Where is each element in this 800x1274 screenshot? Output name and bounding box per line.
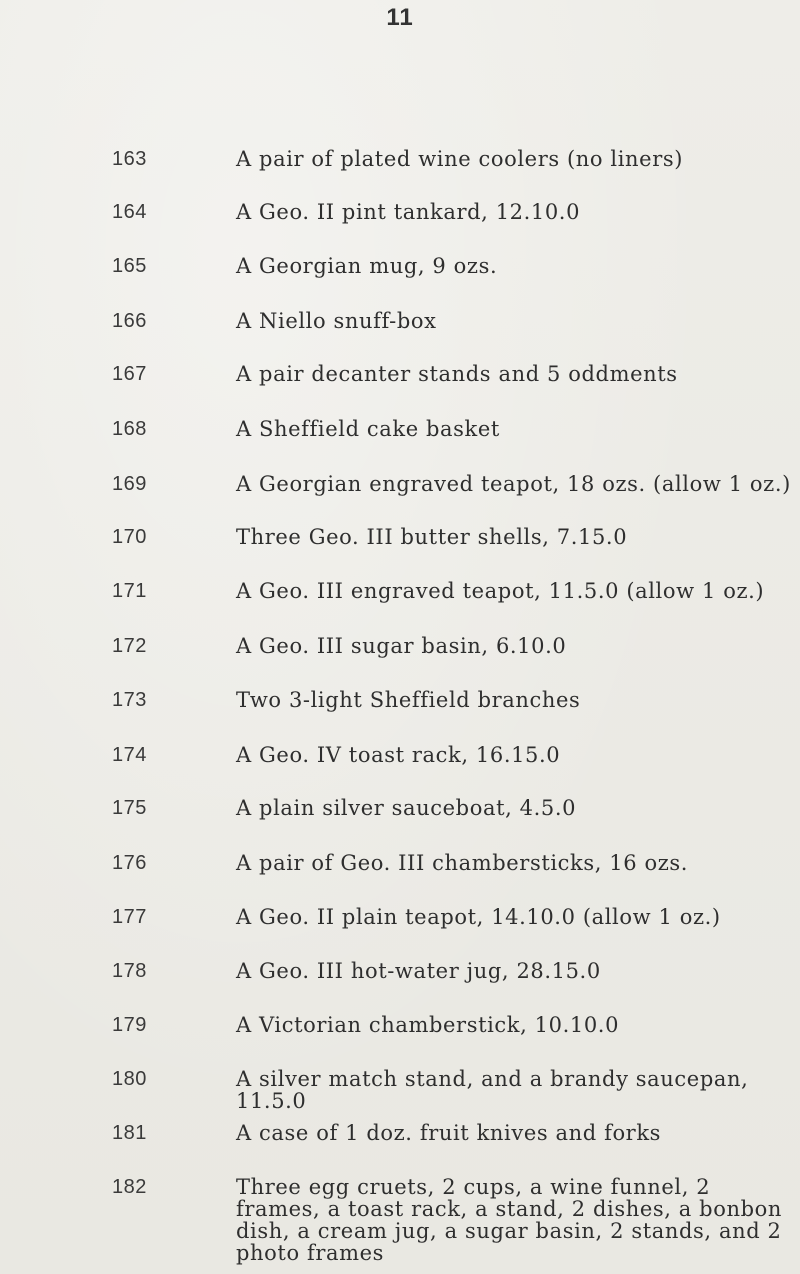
lot-description: A Geo. II pint tankard, 12.10.0 [236,200,581,224]
lot-number: 166 [112,310,147,332]
lot-number: 163 [112,148,147,170]
lot-description: A Geo. II plain teapot, 14.10.0 (allow 1 oz.) [236,905,721,929]
lot-number: 182 [112,1176,147,1198]
lot-number: 168 [112,418,147,440]
lot-description: A Geo. III sugar basin, 6.10.0 [236,634,567,658]
lot-description: A Geo. III engraved teapot, 11.5.0 (allow 1 oz.) [236,579,765,603]
lot-number: 172 [112,635,147,657]
lot-description: A Georgian engraved teapot, 18 ozs. (allow 1 oz.) [236,472,791,496]
lot-description: A Georgian mug, 9 ozs. [236,254,498,278]
lot-number: 177 [112,906,147,928]
lot-description: A pair decanter stands and 5 oddments [236,362,678,386]
lot-number: 180 [112,1068,147,1090]
lot-number: 178 [112,960,147,982]
lot-description: A Victorian chamberstick, 10.10.0 [236,1013,620,1037]
lot-description: Three Geo. III butter shells, 7.15.0 [236,525,628,549]
lot-number: 181 [112,1122,147,1144]
page-number: 11 [386,4,414,31]
lot-description: A pair of Geo. III chambersticks, 16 ozs. [236,851,689,875]
lot-description: A Geo. IV toast rack, 16.15.0 [236,743,561,767]
lot-number: 174 [112,744,147,766]
lot-description: A Sheffield cake basket [236,417,500,441]
lot-number: 164 [112,201,147,223]
lot-number: 169 [112,473,147,495]
lot-number: 170 [112,526,147,548]
lot-description: A silver match stand, and a brandy saucepan, 11.5.0 [236,1067,749,1113]
lot-description: Three egg cruets, 2 cups, a wine funnel, 2 frames, a toast rack, a stand, 2 dishes, a bonbon dish, a cream jug, a sugar basin, 2 stands, and 2 photo frames [236,1175,783,1265]
lot-number: 167 [112,363,147,385]
lot-number: 179 [112,1014,147,1036]
lot-number: 173 [112,689,147,711]
lot-number: 175 [112,797,147,819]
lot-description: A Geo. III hot-water jug, 28.15.0 [236,959,601,983]
lot-description: A Niello snuff-box [236,309,437,333]
lot-number: 171 [112,580,147,602]
lot-number: 176 [112,852,147,874]
lot-description: A case of 1 doz. fruit knives and forks [236,1121,662,1145]
lot-description: A pair of plated wine coolers (no liners) [236,147,684,171]
lot-description: Two 3-light Sheffield branches [236,688,581,712]
lot-description: A plain silver sauceboat, 4.5.0 [236,796,577,820]
lot-number: 165 [112,255,147,277]
